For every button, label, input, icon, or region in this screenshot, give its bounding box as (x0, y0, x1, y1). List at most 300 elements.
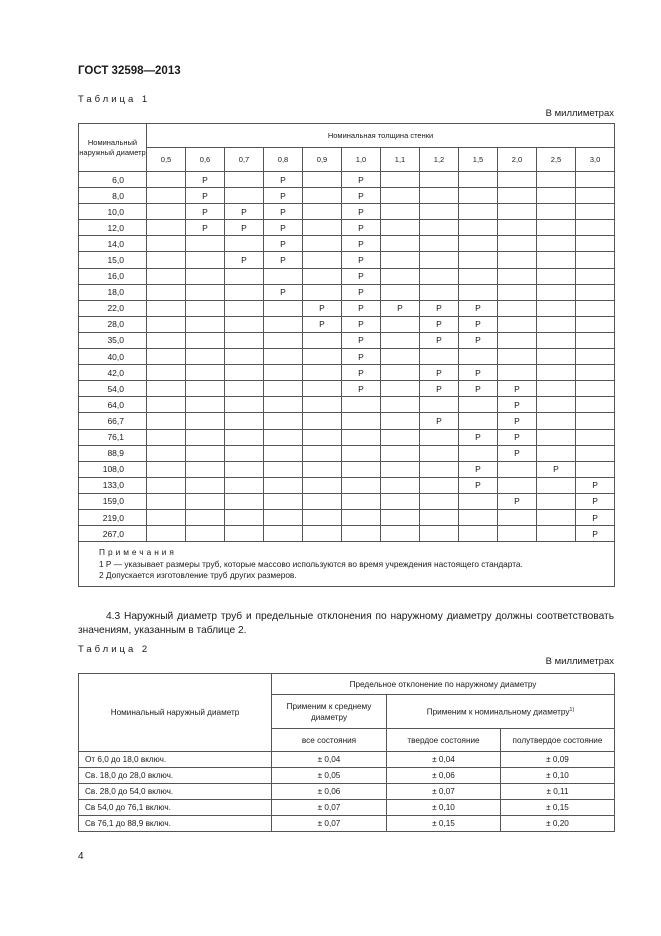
table1-mark-cell (537, 493, 576, 509)
table1-mark-cell: Р (342, 284, 381, 300)
table1-mark-cell (225, 172, 264, 188)
table1-mark-cell: Р (342, 332, 381, 348)
table1-mark-cell (381, 526, 420, 542)
table1-mark-cell (537, 316, 576, 332)
table1-mark-cell: Р (225, 220, 264, 236)
table1-mark-cell (576, 188, 615, 204)
table1-mark-cell (225, 509, 264, 525)
table-row (79, 365, 615, 381)
table-row (79, 300, 615, 316)
table1-mark-cell (147, 172, 186, 188)
table1-mark-cell (537, 381, 576, 397)
table1-mark-cell (264, 429, 303, 445)
table1-diameter-cell: 15,0 (79, 252, 147, 268)
table1-mark-cell (420, 397, 459, 413)
table2-all-cell: ± 0,04 (272, 752, 387, 768)
table1-mark-cell (459, 188, 498, 204)
table1 (78, 123, 615, 587)
table1-diameter-cell: 88,9 (79, 445, 147, 461)
table1-mark-cell: Р (459, 365, 498, 381)
table2-footnote-mark: 1) (569, 707, 575, 714)
table1-mark-cell (186, 300, 225, 316)
table1-mark-cell (225, 332, 264, 348)
table2-hard-cell: ± 0,04 (387, 752, 501, 768)
table1-mark-cell (225, 268, 264, 284)
table1-thickness-cell: 1,1 (381, 148, 420, 172)
table1-mark-cell (147, 413, 186, 429)
table1-mark-cell (381, 461, 420, 477)
table1-mark-cell (303, 445, 342, 461)
table1-mark-cell (225, 526, 264, 542)
table1-mark-cell (303, 413, 342, 429)
table1-mark-cell (498, 300, 537, 316)
table1-mark-cell (498, 284, 537, 300)
table1-mark-cell (147, 349, 186, 365)
table1-mark-cell (225, 381, 264, 397)
table1-mark-cell (303, 509, 342, 525)
table1-mark-cell (264, 413, 303, 429)
table1-diameter-cell: 14,0 (79, 236, 147, 252)
table1-mark-cell (537, 429, 576, 445)
table2-semi-cell: ± 0,15 (501, 800, 615, 816)
table1-mark-cell (147, 300, 186, 316)
table2-header-nominal (387, 695, 615, 729)
table1-mark-cell (147, 493, 186, 509)
table1-mark-cell (537, 300, 576, 316)
table1-mark-cell (225, 445, 264, 461)
table1-mark-cell (420, 493, 459, 509)
table1-mark-cell (459, 284, 498, 300)
table1-mark-cell (342, 526, 381, 542)
table-row (79, 413, 615, 429)
table1-mark-cell (576, 349, 615, 365)
table1-mark-cell (303, 284, 342, 300)
table1-mark-cell (186, 445, 225, 461)
table1-header-thickness: Номинальная толщина стенки (147, 124, 615, 148)
table1-mark-cell: Р (342, 300, 381, 316)
table1-mark-cell (342, 397, 381, 413)
table1-mark-cell (498, 220, 537, 236)
table1-thickness-cell: 0,7 (225, 148, 264, 172)
table1-mark-cell: Р (342, 236, 381, 252)
table1-mark-cell (381, 252, 420, 268)
table1-mark-cell: Р (459, 461, 498, 477)
table1-mark-cell: Р (264, 252, 303, 268)
table2-all-cell: ± 0,05 (272, 768, 387, 784)
table1-mark-cell: Р (342, 172, 381, 188)
table1-mark-cell (537, 188, 576, 204)
table1-mark-cell (498, 172, 537, 188)
table1-mark-cell (225, 477, 264, 493)
table1-mark-cell (576, 381, 615, 397)
table2-header-mean: Применим к среднему диаметру (272, 695, 387, 729)
table1-mark-cell (342, 477, 381, 493)
table1-mark-cell (147, 477, 186, 493)
table2-semi-cell: ± 0,11 (501, 784, 615, 800)
table1-mark-cell (381, 477, 420, 493)
table1-mark-cell (498, 316, 537, 332)
table1-mark-cell (303, 332, 342, 348)
table1-diameter-cell: 108,0 (79, 461, 147, 477)
table1-mark-cell (303, 220, 342, 236)
table1-mark-cell (381, 332, 420, 348)
table1-mark-cell (186, 477, 225, 493)
table2-semi-cell: ± 0,20 (501, 816, 615, 832)
table1-mark-cell (303, 365, 342, 381)
table1-mark-cell (537, 365, 576, 381)
table1-mark-cell (186, 397, 225, 413)
table1-mark-cell (147, 236, 186, 252)
table1-thickness-cell: 1,0 (342, 148, 381, 172)
table1-mark-cell (498, 332, 537, 348)
table1-diameter-cell: 66,7 (79, 413, 147, 429)
table1-mark-cell (576, 300, 615, 316)
table1-mark-cell: Р (264, 204, 303, 220)
table-row (79, 493, 615, 509)
table1-mark-cell (264, 445, 303, 461)
table1-mark-cell: Р (342, 268, 381, 284)
table1-mark-cell (264, 332, 303, 348)
table1-mark-cell (420, 236, 459, 252)
table1-mark-cell (147, 445, 186, 461)
table1-mark-cell: Р (264, 188, 303, 204)
table1-mark-cell (147, 461, 186, 477)
table1-mark-cell (420, 429, 459, 445)
table-row (79, 768, 615, 784)
table1-mark-cell (303, 381, 342, 397)
table1-mark-cell (186, 526, 225, 542)
table1-notes-row (79, 542, 615, 587)
table1-mark-cell (537, 397, 576, 413)
table1-mark-cell (420, 445, 459, 461)
table1-mark-cell: Р (576, 493, 615, 509)
table2-semi-cell: ± 0,10 (501, 768, 615, 784)
table1-mark-cell: Р (537, 461, 576, 477)
table1-mark-cell (303, 477, 342, 493)
table1-mark-cell (186, 252, 225, 268)
table2-all-cell: ± 0,07 (272, 800, 387, 816)
table1-mark-cell (459, 397, 498, 413)
table1-mark-cell (342, 461, 381, 477)
table1-mark-cell (147, 316, 186, 332)
table1-mark-cell (147, 332, 186, 348)
table1-mark-cell (264, 477, 303, 493)
table1-mark-cell: Р (576, 526, 615, 542)
table1-diameter-cell: 16,0 (79, 268, 147, 284)
table1-note-item: 1 Р — указывает размеры труб, которые массово используются во время учреждения настоящего стандарта. (99, 558, 523, 569)
table1-mark-cell (225, 316, 264, 332)
table1-mark-cell (537, 332, 576, 348)
table-row (79, 816, 615, 832)
table1-mark-cell (459, 445, 498, 461)
page-number: 4 (78, 851, 84, 862)
table1-mark-cell (576, 252, 615, 268)
table-row (79, 526, 615, 542)
table2-range-cell: От 6,0 до 18,0 включ. (79, 752, 272, 768)
table1-thickness-cell: 3,0 (576, 148, 615, 172)
table-row (79, 800, 615, 816)
table1-thickness-row (79, 148, 615, 172)
table1-mark-cell (147, 381, 186, 397)
table-row (79, 784, 615, 800)
table1-mark-cell: Р (420, 365, 459, 381)
table1-mark-cell: Р (420, 381, 459, 397)
table1-mark-cell (147, 252, 186, 268)
table1-mark-cell (381, 381, 420, 397)
table2-hard-cell: ± 0,07 (387, 784, 501, 800)
table1-mark-cell (225, 284, 264, 300)
table1-mark-cell: Р (264, 220, 303, 236)
table-row (79, 349, 615, 365)
table1-mark-cell (498, 204, 537, 220)
table1-mark-cell (264, 461, 303, 477)
table2-range-cell: Св. 18,0 до 28,0 включ. (79, 768, 272, 784)
table1-mark-cell (303, 461, 342, 477)
table1-mark-cell: Р (342, 365, 381, 381)
table-row (79, 509, 615, 525)
table1-mark-cell: Р (264, 284, 303, 300)
table1-mark-cell (147, 509, 186, 525)
table1-mark-cell (537, 220, 576, 236)
table1-mark-cell (186, 316, 225, 332)
table1-diameter-cell: 12,0 (79, 220, 147, 236)
table-row (79, 284, 615, 300)
table1-mark-cell (498, 461, 537, 477)
table1-diameter-cell: 133,0 (79, 477, 147, 493)
table-row (79, 236, 615, 252)
table1-mark-cell: Р (420, 413, 459, 429)
table1-mark-cell (264, 526, 303, 542)
table1-mark-cell (225, 429, 264, 445)
table1-mark-cell (537, 252, 576, 268)
table1-diameter-cell: 35,0 (79, 332, 147, 348)
table1-notes (79, 542, 615, 587)
table1-mark-cell: Р (420, 300, 459, 316)
table1-mark-cell: Р (342, 349, 381, 365)
table1-thickness-cell: 2,5 (537, 148, 576, 172)
table1-mark-cell (186, 236, 225, 252)
table-row (79, 461, 615, 477)
table1-mark-cell (264, 349, 303, 365)
paragraph-4-3 (78, 610, 614, 638)
table1-mark-cell: Р (459, 300, 498, 316)
table1-mark-cell (381, 284, 420, 300)
table1-diameter-cell: 267,0 (79, 526, 147, 542)
table1-mark-cell: Р (264, 172, 303, 188)
table1-mark-cell: Р (186, 188, 225, 204)
table1-mark-cell (342, 509, 381, 525)
table1-mark-cell (459, 493, 498, 509)
table-row (79, 381, 615, 397)
table1-mark-cell (303, 349, 342, 365)
table1-mark-cell (576, 461, 615, 477)
table1-mark-cell (303, 188, 342, 204)
table1-mark-cell (225, 349, 264, 365)
table1-mark-cell (576, 268, 615, 284)
table1-mark-cell (498, 349, 537, 365)
table1-mark-cell: Р (498, 493, 537, 509)
table1-mark-cell: Р (342, 204, 381, 220)
table1-mark-cell (576, 445, 615, 461)
table1-mark-cell (537, 526, 576, 542)
table1-mark-cell (225, 236, 264, 252)
table1-diameter-cell: 8,0 (79, 188, 147, 204)
table1-header-diameter: Номинальный наружный диаметр (79, 124, 147, 172)
table1-mark-cell (420, 477, 459, 493)
table1-mark-cell (342, 413, 381, 429)
table1-mark-cell (459, 349, 498, 365)
table1-mark-cell: Р (498, 413, 537, 429)
table1-mark-cell (264, 381, 303, 397)
table1-mark-cell: Р (420, 332, 459, 348)
table1-mark-cell (147, 220, 186, 236)
table1-mark-cell (420, 220, 459, 236)
table1-mark-cell: Р (381, 300, 420, 316)
table1-mark-cell: Р (303, 300, 342, 316)
table2-units: В миллиметрах (545, 656, 614, 667)
table1-mark-cell (381, 316, 420, 332)
table1-mark-cell: Р (420, 316, 459, 332)
table1-mark-cell (381, 236, 420, 252)
table1-diameter-cell: 18,0 (79, 284, 147, 300)
table1-mark-cell (303, 397, 342, 413)
table2-header-diameter: Номинальный наружный диаметр (79, 674, 272, 752)
table1-mark-cell (186, 493, 225, 509)
table1-mark-cell: Р (498, 381, 537, 397)
table1-mark-cell (498, 526, 537, 542)
table1-mark-cell (576, 332, 615, 348)
table1-mark-cell (186, 365, 225, 381)
table1-thickness-cell: 0,5 (147, 148, 186, 172)
table1-mark-cell (381, 365, 420, 381)
table2-semi-cell: ± 0,09 (501, 752, 615, 768)
table1-mark-cell (537, 445, 576, 461)
table1-units: В миллиметрах (545, 108, 614, 119)
table2-header-nominal-text: Применим к номинальному диаметру (426, 707, 570, 717)
table1-mark-cell (537, 349, 576, 365)
table1-mark-cell (498, 477, 537, 493)
table1-mark-cell (264, 493, 303, 509)
table1-mark-cell (342, 429, 381, 445)
table1-mark-cell (303, 204, 342, 220)
table1-mark-cell: Р (225, 252, 264, 268)
table1-mark-cell (186, 332, 225, 348)
table1-mark-cell (381, 349, 420, 365)
table1-mark-cell (498, 188, 537, 204)
table1-mark-cell (537, 413, 576, 429)
table1-mark-cell (576, 316, 615, 332)
table2-range-cell: Св. 28,0 до 54,0 включ. (79, 784, 272, 800)
table2-header-semi-hard: полутвердое состояние (501, 729, 615, 752)
table2-header-all-states: все состояния (272, 729, 387, 752)
table1-mark-cell: Р (186, 172, 225, 188)
table1-mark-cell (459, 220, 498, 236)
table1-mark-cell: Р (498, 397, 537, 413)
table1-mark-cell (576, 220, 615, 236)
table1-mark-cell: Р (459, 429, 498, 445)
table-row (79, 220, 615, 236)
table1-notes-title: Примечания (99, 547, 177, 558)
table1-mark-cell (420, 188, 459, 204)
table2-caption: Таблица 2 (78, 644, 151, 655)
table1-mark-cell: Р (459, 381, 498, 397)
table1-mark-cell (147, 284, 186, 300)
table1-mark-cell (225, 397, 264, 413)
table1-mark-cell (459, 204, 498, 220)
table-row (79, 268, 615, 284)
table1-mark-cell (381, 429, 420, 445)
table1-mark-cell (225, 413, 264, 429)
table1-mark-cell (420, 268, 459, 284)
table1-diameter-cell: 64,0 (79, 397, 147, 413)
table1-mark-cell (381, 493, 420, 509)
table1-mark-cell (498, 252, 537, 268)
table1-mark-cell (537, 172, 576, 188)
table1-mark-cell (381, 397, 420, 413)
table1-mark-cell (303, 526, 342, 542)
table1-mark-cell (264, 268, 303, 284)
table1-mark-cell (459, 236, 498, 252)
table1-mark-cell (537, 268, 576, 284)
table1-mark-cell (420, 252, 459, 268)
paragraph-text: 4.3 Наружный диаметр труб и предельные отклонения по наружному диаметру должны соответствовать значениям, указанным в таблице 2. (78, 611, 614, 636)
table-row (79, 172, 615, 188)
table1-mark-cell: Р (225, 204, 264, 220)
table1-mark-cell (420, 526, 459, 542)
table1-mark-cell (303, 252, 342, 268)
table2-all-cell: ± 0,06 (272, 784, 387, 800)
table1-mark-cell (420, 349, 459, 365)
table1-diameter-cell: 22,0 (79, 300, 147, 316)
table1-mark-cell (381, 220, 420, 236)
table1-thickness-cell: 1,5 (459, 148, 498, 172)
table2-header-hard: твердое состояние (387, 729, 501, 752)
table1-mark-cell (381, 188, 420, 204)
table2-hard-cell: ± 0,06 (387, 768, 501, 784)
table1-mark-cell (381, 445, 420, 461)
table1-mark-cell (498, 509, 537, 525)
table-row (79, 316, 615, 332)
table2-range-cell: Св 76,1 до 88,9 включ. (79, 816, 272, 832)
table1-mark-cell (381, 268, 420, 284)
table1-diameter-cell: 28,0 (79, 316, 147, 332)
table1-mark-cell: Р (498, 445, 537, 461)
table1-mark-cell (186, 413, 225, 429)
table-row (79, 252, 615, 268)
table1-mark-cell (264, 397, 303, 413)
table1-mark-cell (147, 429, 186, 445)
table1-mark-cell: Р (459, 332, 498, 348)
table1-mark-cell (459, 268, 498, 284)
table1-thickness-cell: 1,2 (420, 148, 459, 172)
table1-mark-cell (537, 477, 576, 493)
table1-mark-cell (537, 284, 576, 300)
table1-mark-cell (186, 429, 225, 445)
table1-mark-cell: Р (459, 316, 498, 332)
table-row (79, 397, 615, 413)
table1-mark-cell (381, 172, 420, 188)
table1-mark-cell (576, 365, 615, 381)
table1-mark-cell (537, 236, 576, 252)
table1-mark-cell (576, 172, 615, 188)
table1-mark-cell (459, 413, 498, 429)
table1-mark-cell (342, 445, 381, 461)
table1-mark-cell: Р (342, 252, 381, 268)
table1-mark-cell (303, 429, 342, 445)
table-row (79, 445, 615, 461)
table2 (78, 673, 615, 832)
table1-thickness-cell: 0,9 (303, 148, 342, 172)
